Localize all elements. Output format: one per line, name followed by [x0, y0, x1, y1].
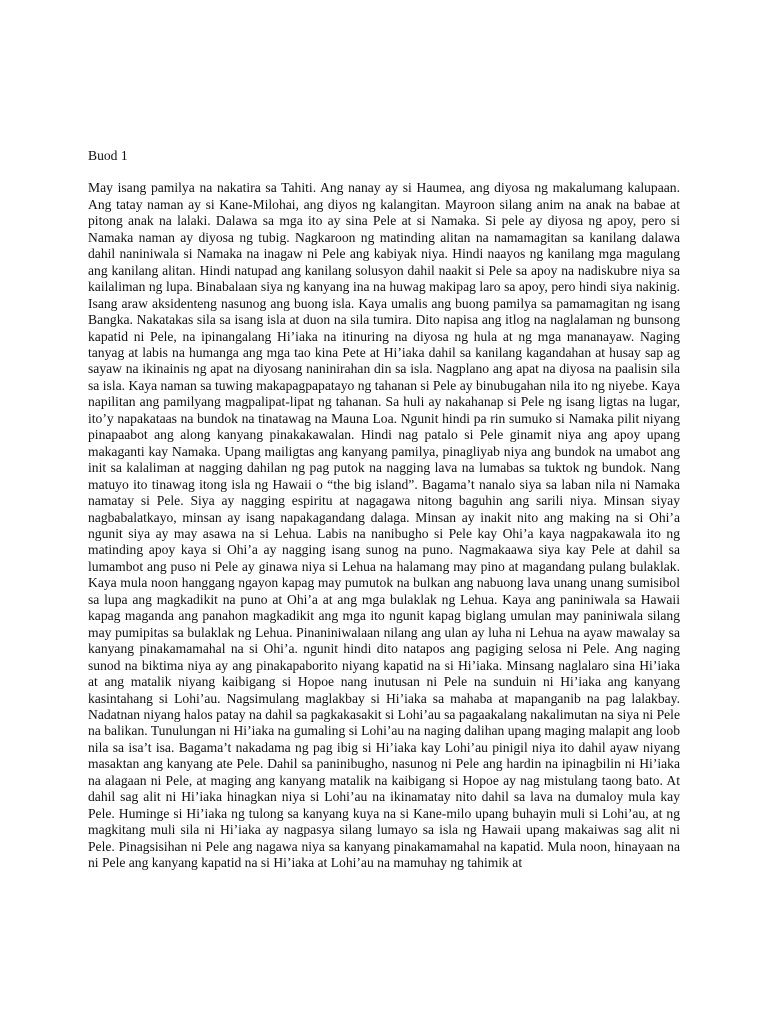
- document-content: [88, 148, 680, 871]
- document-heading: Buod 1: [88, 148, 128, 163]
- document-body-text: May isang pamilya na nakatira sa Tahiti. Ang nanay ay si Haumea, ang diyosa ng makalumang kalupaan. Ang tatay naman ay si Kane-Milohai, ang diyos ng kalangitan. Mayroon silang anim na anak na babae at pitong anak na lalaki. Dalawa sa mga ito ay sina Pele at si Namaka. Si pele ay diyosa ng apoy, pero si Namaka naman ay diyosa ng tubig. Nagkaroon ng matinding alitan na namamagitan sa kanilang dalawa dahil naniniwala si Namaka na inagaw ni Pele ang kabiyak niya. Hindi naayos ng kanilang mga magulang ang kanilang alitan. Hindi natupad ang kanilang solusyon dahil naakit si Pele sa apoy na nadiskubre niya sa kailaliman ng lupa. Binabalaan siya ng kanyang ina na huwag makipag laro sa apoy, pero hindi siya nakinig. Isang araw aksidenteng nasunog ang buong isla. Kaya umalis ang buong pamilya sa pamamagitan ng isang Bangka. Nakatakas sila sa isang isla at duon na sila tumira. Dito napisa ang itlog na naglalaman ng bunsong kapatid ni Pele, na ipinangalang Hi’iaka na itinuring na diyosa ng hula at ng mga mananayaw. Naging tanyag at labis na humanga ang mga tao kina Pete at Hi’iaka dahil sa kanilang kagandahan at husay sap ag sayaw na ikinainis ng apat na diyosang naninirahan din sa isla. Nagplano ang apat na diyosa na paalisin sila sa isla. Kaya naman sa tuwing makapagpapatayo ng tahanan si Pele ay binubugahan nila ito ng niyebe. Kaya napilitan ang pamilyang magpalipat-lipat ng tahanan. Sa huli ay nakahanap si Pele ng isang ligtas na lugar, ito’y napakataas na bundok na tinatawag na Mauna Loa. Ngunit hindi pa rin sumuko si Namaka pilit niyang pinapaabot ang along kanyang pinakakawalan. Hindi nag patalo si Pele ginamit niya ang apoy upang makaganti kay Namaka. Upang mailigtas ang kanyang pamilya, pinagliyab niya ang bundok na umabot ang init sa kalaliman at nagging dahilan ng pag putok na nagging lava na lumabas sa tuktok ng bundok. Nang matuyo ito tinawag itong isla ng Hawaii o “the big island”. Bagama’t nanalo siya sa laban nila ni Namaka namatay si Pele. Siya ay nagging espiritu at nagagawa nitong baguhin ang sarili niya. Minsan siyay nagbabalatkayo, minsan ay isang napakagandang dalaga. Minsan ay inakit nito ang making na si Ohi’a ngunit siya ay may asawa na si Lehua. Labis na nanibugho si Pele kay Ohi’a kaya nagpakawala ito ng matinding apoy kaya si Ohi’a ay nagging isang sunog na puno. Nagmakaawa siya kay Pele at dahil sa lumambot ang puso ni Pele ay ginawa niya si Lehua na halamang may pino at magandang pulang bulaklak. Kaya mula noon hanggang ngayon kapag may pumutok na bulkan ang nabuong lava unang unang sumisibol sa lupa ang magkadikit na puno at Ohi’a at ang mga bulaklak ng Lehua. Kaya ang paniniwala sa Hawaii kapag maganda ang panahon magkadikit ang mga ito ngunit kapag biglang umulan may paniniwala silang may pumipitas sa bulaklak ng Lehua. Pinaniniwalaan nilang ang ulan ay luha ni Lehua na ayaw mawalay sa kanyang pinakamamahal na si Ohi’a. ngunit hindi dito natapos ang pagiging selosa ni Pele. Ang naging sunod na biktima niya ay ang pinakapaborito niyang kapatid na si Hi’iaka. Minsang naglalaro sina Hi’iaka at ang matalik niyang kaibigang si Hopoe nang inutusan ni Pele na sunduin ni Hi’iaka ang kanyang kasintahang si Lohi’au. Nagsimulang maglakbay si Hi’iaka sa mahaba at mapanganib na pag lalakbay. Nadatnan niyang halos patay na dahil sa pagkakasakit si Lohi’au sa pagaakalang nakalimutan na siya ni Pele na balikan. Tunulungan ni Hi’iaka na gumaling si Lohi’au na naging dalihan upang maging malapit ang loob nila sa isa’t isa. Bagama’t nakadama ng pag ibig si Hi’iaka kay Lohi’au pinigil niya ito dahil ayaw niyang masaktan ang kanyang ate Pele. Dahil sa paninibugho, nasunog ni Pele ang hardin na ipinagbilin ni Hi’iaka na alagaan ni Pele, at maging ang kanyang matalik na kaibigang si Hopoe ay nag mistulang taong bato. At dahil sag alit ni Hi’iaka hinagkan niya si Lohi’au na ikinamatay nito dahil sa lava na dumaloy mula kay Pele. Huminge si Hi’iaka ng tulong sa kanyang kuya na si Kane-milo upang buhayin muli si Lohi’au, at ng magkitang muli sila ni Hi’iaka ay nagpasya silang lumayo sa isla ng Hawaii upang makaiwas sag alit ni Pele. Pinagsisihan ni Pele ang nagawa niya sa kanyang pinakamamahal na kapatid. Mula noon, hinayaan na ni Pele ang kanyang kapatid na si Hi’iaka at Lohi’au na mamuhay ng tahimik at: [88, 180, 680, 871]
